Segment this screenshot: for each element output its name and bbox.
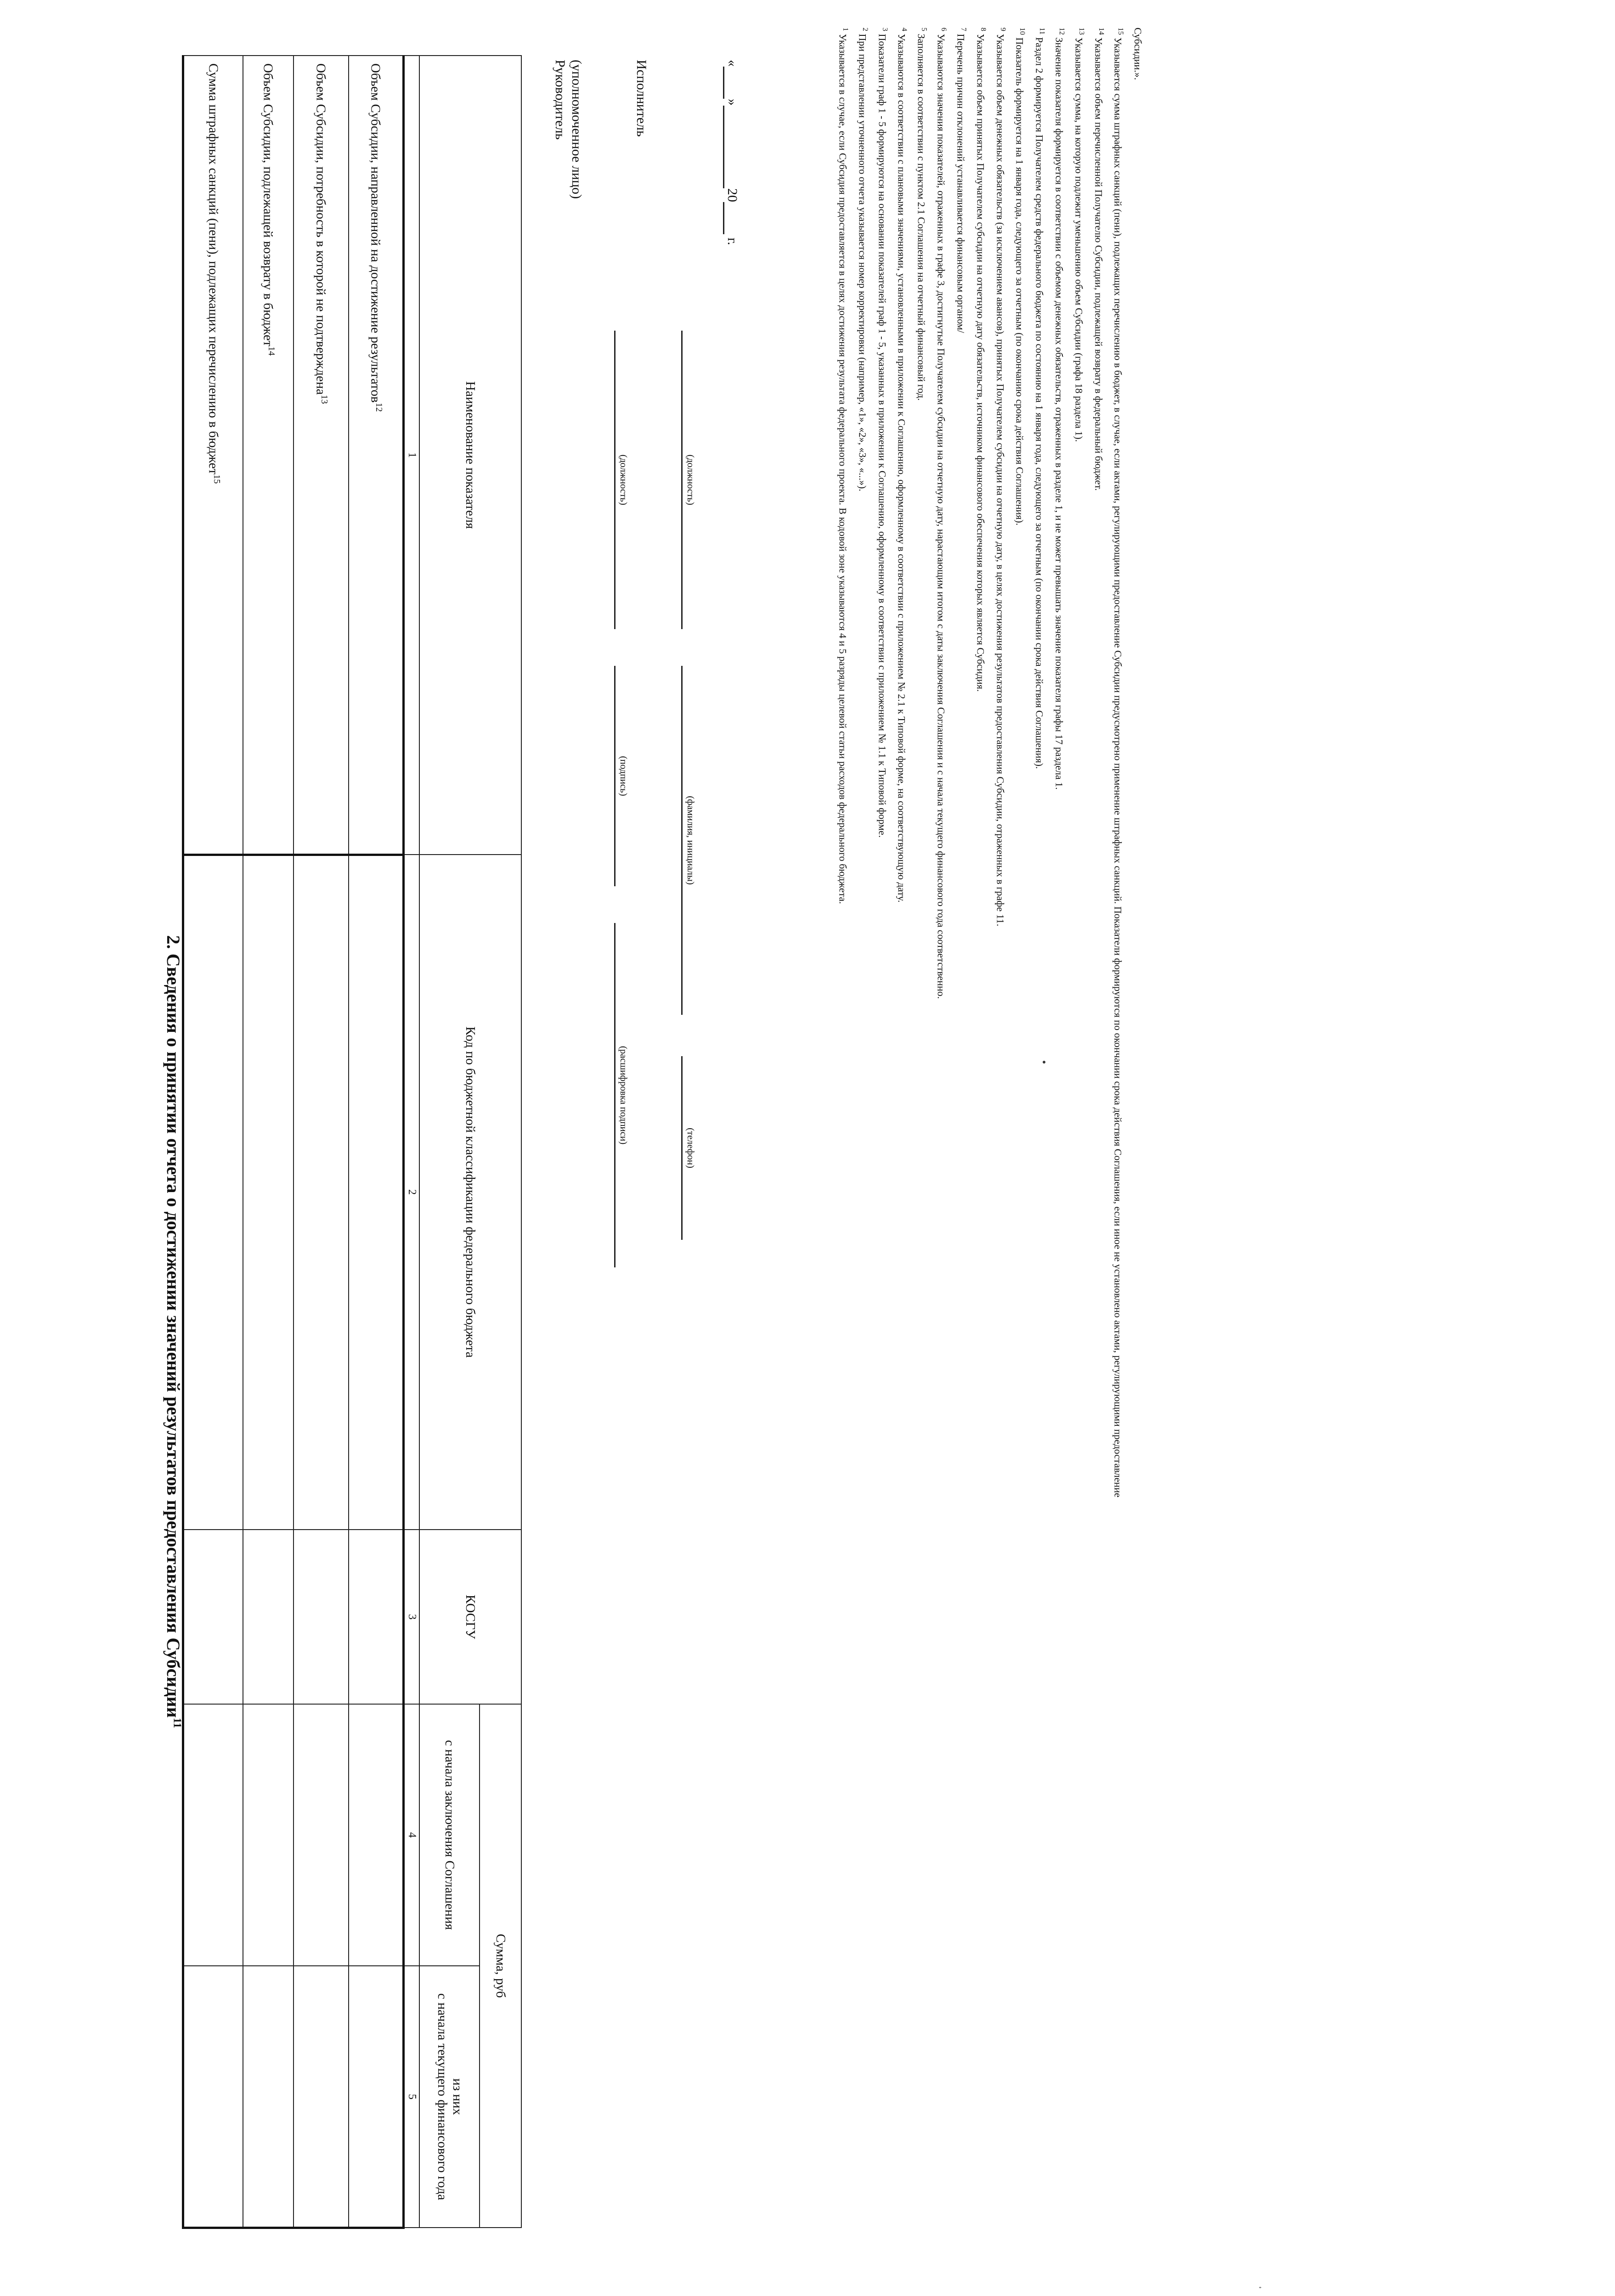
head-name-line [614, 923, 616, 1267]
cell-kosgu [183, 1530, 243, 1704]
footnote-number: 1 [841, 28, 849, 31]
row-label [294, 56, 349, 855]
row-label [349, 56, 404, 855]
header-kosgu: КОСГУ [419, 1530, 521, 1704]
cell-budget-code [349, 855, 404, 1530]
executor-name-line [681, 666, 683, 1015]
row-footnote-mark: 13 [319, 394, 329, 404]
row-label-text: Объем Субсидии, потребность в которой не подтверждена [313, 63, 328, 395]
footnote-item [952, 28, 972, 2278]
footnote-number: 4 [900, 28, 909, 31]
header-year-start-text: с начала текущего финансового года [435, 1993, 450, 2200]
footnote-text: Указывается объем перечисленной Получателю Субсидии, подлежащей возврату в федеральный бюджет. [1093, 37, 1105, 491]
cell-sum-year [243, 1966, 294, 2228]
column-number-4: 4 [404, 1704, 419, 1966]
head-position-line [614, 331, 616, 629]
footnote-number: 6 [940, 28, 948, 31]
footnote-item [874, 28, 893, 2278]
row-footnote-mark: 14 [266, 346, 277, 356]
footnote-text: При представлении уточненного отчета указывается номер корректировки (например, «1», «2», «3», «...»). [857, 34, 869, 491]
cell-sum-agreement [243, 1704, 294, 1966]
executor-position-line [681, 331, 683, 629]
cell-kosgu [349, 1530, 404, 1704]
footnote-number: 13 [1077, 28, 1085, 35]
footnote-text: Указывается сумма, на которую подлежит уменьшению объем Субсидии (графа 18 раздела 1). [1073, 37, 1085, 442]
column-number-3: 3 [404, 1530, 419, 1704]
executor-position-caption: (должность) [685, 454, 696, 506]
table-row [294, 56, 349, 2228]
footnote-item [1110, 28, 1129, 2278]
footnote-item [932, 28, 952, 2278]
date-month-blank [723, 106, 740, 188]
section-title-text: 2. Сведения о принятии отчета о достижении значений результатов предоставления Субсидии [163, 935, 184, 1718]
table-row [243, 56, 294, 2228]
header-since-year-start [419, 1966, 480, 2228]
footnote-item [1031, 28, 1050, 2278]
cell-kosgu [243, 1530, 294, 1704]
footnote-text: Указывается в случае, если Субсидия предоставляется в целях достижения результата федерального проекта. В кодовой зоне указываются 4 и 5 разряды целевой статьи расходов федерального бюджета. [837, 34, 849, 904]
head-signature-caption: (подпись) [618, 756, 629, 796]
footnote-text: Указывается объем принятых Получателем субсидии на отчетную дату обязательств, источником финансового обеспечения которых является Субсидия. [975, 34, 987, 692]
scan-speck [1043, 1061, 1045, 1064]
date-year-prefix: 20 [725, 188, 740, 202]
header-sum-group: Сумма, руб [480, 1704, 521, 2228]
header-budget-code: Код по бюджетной классификации федерального бюджета [419, 855, 521, 1530]
row-label-text: Объем Субсидии, направленной на достижение результатов [368, 63, 383, 403]
footnote-text: Показатели граф 1 - 5 формируются на основании показателей граф 1 - 5, указанных в приложении к Соглашению, оформленному в соответствии с приложением № 1.1 к Типовой форме. [876, 34, 888, 838]
footnote-item [1011, 28, 1031, 2278]
date-day-blank [723, 67, 740, 99]
column-number-1: 1 [404, 56, 419, 855]
footnote-item [1129, 28, 1147, 2278]
row-footnote-mark: 15 [211, 474, 222, 484]
footnote-text: Указывается объем денежных обязательств (за исключением авансов), принятых Получателем субсидии на отчетную дату, в целях достижения результатов предоставления Субсидии, отраженных в графе 11. [994, 34, 1006, 927]
executor-phone-caption: (телефон) [685, 1128, 696, 1168]
executor-phone-line [681, 1056, 683, 1240]
head-position-caption: (должность) [618, 454, 629, 506]
footnotes-list [834, 28, 1146, 2278]
cell-sum-agreement [294, 1704, 349, 1966]
footnote-item [1050, 28, 1070, 2278]
footnote-text: Показатель формируется на 1 января года, следующего за отчетным (по окончанию срока действия Соглашения). [1014, 37, 1026, 526]
footnote-number: 7 [959, 28, 967, 31]
table-row [183, 56, 243, 2228]
head-sublabel: (уполномоченное лицо) [569, 60, 584, 199]
date-suffix: г. [725, 237, 740, 245]
header-indicator-name: Наименование показателя [419, 56, 521, 855]
footnote-item [992, 28, 1011, 2278]
footnote-text: Указывается сумма штрафных санкций (пени), подлежащих перечислению в бюджет, в случае, если актами, регулирующими предоставление Субсидии предусмотрено применение штрафных санкций. Показатели формируются по окончании срока действия Соглашения, если иное не установлено актами, регулирующими предоставление [1112, 37, 1124, 1497]
cell-sum-year [349, 1966, 404, 2228]
cell-sum-agreement [349, 1704, 404, 1966]
head-label: Руководитель [553, 60, 568, 140]
footnote-text: Раздел 2 формируется Получателем средств федерального бюджета по состоянию на 1 января года, следующего за отчетным (по окончании срока действия Соглашения). [1033, 37, 1045, 769]
footnote-number: 11 [1038, 28, 1046, 35]
section-title [163, 872, 184, 1791]
row-label [183, 56, 243, 855]
header-of-which: из них [450, 2078, 465, 2115]
footnote-number: 3 [881, 28, 889, 31]
footnote-item [913, 28, 932, 2278]
row-label-text: Объем Субсидии, подлежащей возврату в бюджет [260, 63, 276, 347]
header-since-agreement: с начала заключения Соглашения [419, 1704, 480, 1966]
executor-name-caption: (фамилия, инициалы) [685, 796, 696, 885]
cell-budget-code [183, 855, 243, 1530]
footnote-item [854, 28, 874, 2278]
head-name-caption: (расшифровка подписи) [618, 1046, 629, 1145]
footnote-item [972, 28, 992, 2278]
cell-budget-code [294, 855, 349, 1530]
footnote-number: 8 [979, 28, 987, 31]
footnote-item [1070, 28, 1090, 2278]
footnote-text: Указываются в соответствии с плановыми значениями, установленными в приложении к Соглашению, оформленному в соответствии с приложением № 2.1 к Типовой форме, на соответствующую дату. [896, 34, 908, 903]
cell-budget-code [243, 855, 294, 1530]
cell-sum-year [294, 1966, 349, 2228]
row-label [243, 56, 294, 855]
executor-label: Исполнитель [634, 60, 649, 137]
footnote-number: 5 [920, 28, 928, 31]
head-signature-line [614, 666, 616, 886]
footnote-item [1090, 28, 1110, 2278]
column-number-2: 2 [404, 855, 419, 1530]
column-number-5: 5 [404, 1966, 419, 2228]
cell-kosgu [294, 1530, 349, 1704]
results-table [182, 55, 522, 2229]
date-year-blank [723, 202, 740, 234]
footnote-text: Указываются значения показателей, отраженных в графе 3, достигнутые Получателем субсидии на отчетную дату, нарастающим итогом с даты заключения Соглашения и с начала текущего финансового года соответственно. [935, 34, 947, 999]
footnote-continuation: Субсидии.». [1132, 28, 1144, 80]
footnote-number: 10 [1018, 28, 1027, 35]
date-open-quote: « [725, 60, 740, 67]
footnote-text: Перечень причин отклонений устанавливается финансовым органом/ [955, 34, 967, 333]
cell-sum-agreement [183, 1704, 243, 1966]
cell-sum-year [183, 1966, 243, 2228]
footnote-number: 9 [999, 28, 1007, 31]
footnote-number: 2 [861, 28, 869, 31]
footnote-item [893, 28, 913, 2278]
scan-speck [1259, 2287, 1261, 2288]
footnote-number: 15 [1117, 28, 1125, 35]
date-line [723, 60, 740, 245]
footnote-text: Значение показателя формируется в соответствии с объемом денежных обязательств, отраженных в разделе 1, и не может превышать значение показателя графы 17 раздела 1. [1053, 37, 1065, 790]
footnote-text: Заполняется в соответствии с пунктом 2.1 Соглашения на отчетный финансовый год. [915, 34, 927, 401]
footnote-number: 14 [1097, 28, 1105, 35]
title-footnote-mark: 11 [171, 1717, 183, 1728]
row-footnote-mark: 12 [374, 402, 384, 412]
row-label-text: Сумма штрафных санкций (пени), подлежащих перечислению в бюджет [205, 63, 220, 475]
date-close-quote: » [725, 99, 740, 106]
table-row [349, 56, 404, 2228]
footnote-item [834, 28, 854, 2278]
footnote-number: 12 [1058, 28, 1066, 35]
